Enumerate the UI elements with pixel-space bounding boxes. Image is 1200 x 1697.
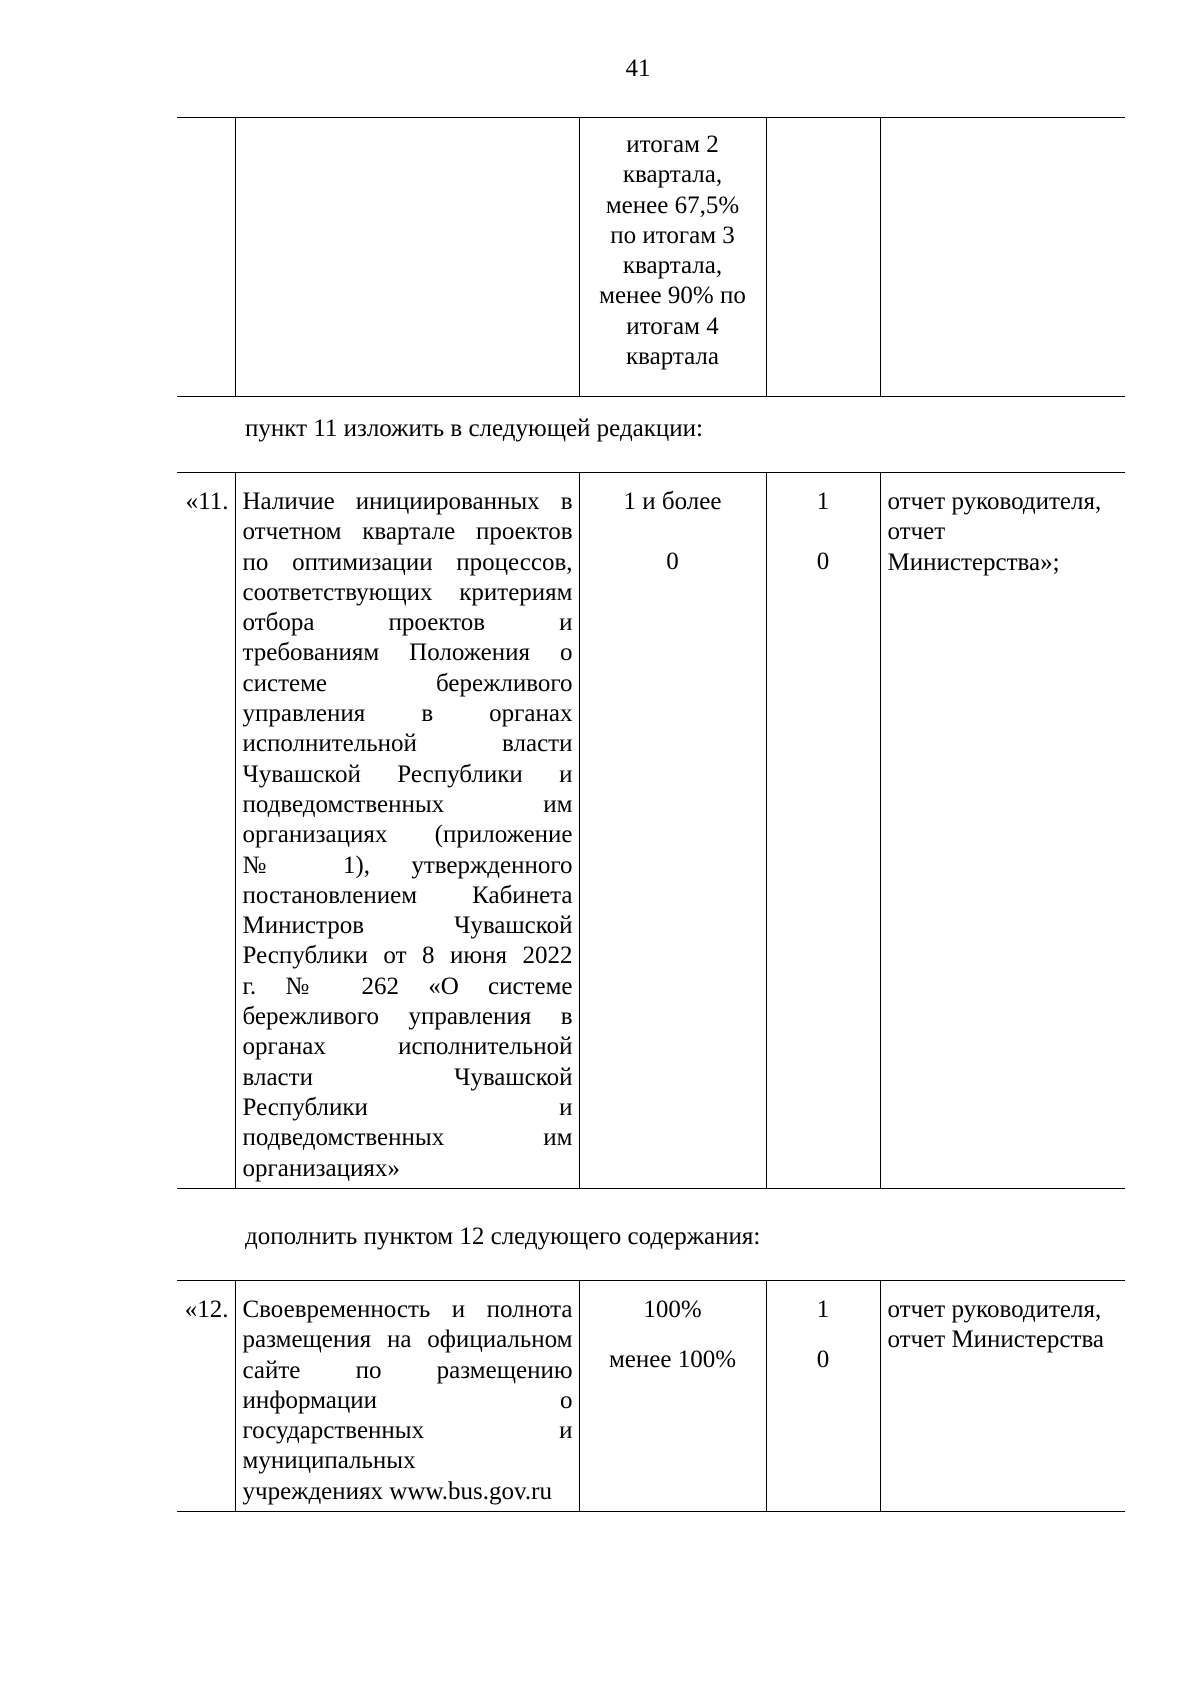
- table-item-11: [177, 472, 1125, 1189]
- description-line: бережливого управления в: [242, 1003, 573, 1031]
- description-line: № 1), утвержденного: [242, 851, 573, 879]
- table-row: [177, 118, 1125, 397]
- description-line: системе бережливого: [242, 669, 573, 697]
- description-line: Чувашской Республики и: [242, 760, 573, 788]
- description-line: сайте по размещению: [242, 1356, 573, 1384]
- description-line: Наличие инициированных в: [242, 488, 573, 515]
- description-line: постановлением Кабинета: [242, 881, 573, 909]
- criterion-value: 100%: [643, 1296, 702, 1323]
- description-line: Республики и: [242, 1093, 573, 1121]
- description-cell: [235, 1281, 579, 1512]
- item-number: «12.: [184, 1296, 229, 1323]
- criterion-value: 1 и более: [623, 488, 722, 515]
- number-cell: [177, 118, 235, 397]
- criterion-cell: [579, 118, 766, 397]
- description-line: отчетном квартале проектов: [242, 518, 573, 546]
- score-value: 0: [816, 548, 830, 576]
- description-line: г. № 262 «О системе: [242, 972, 573, 1000]
- source-line: Министерства»;: [887, 548, 1060, 576]
- source-cell: [880, 473, 1125, 1189]
- criterion-line: менее 67,5%: [605, 191, 740, 219]
- score-cell: [766, 473, 880, 1189]
- description-line: управления в органах: [242, 700, 573, 728]
- criterion-line: итогам 4: [626, 312, 719, 340]
- criterion-line: квартала: [625, 343, 719, 371]
- criterion-line: квартала,: [622, 161, 723, 189]
- source-line: отчет руководителя,: [887, 1296, 1102, 1323]
- description-line: исполнительной власти: [242, 730, 573, 758]
- criterion-cell: [579, 473, 766, 1189]
- criterion-line: по итогам 3: [610, 221, 735, 249]
- description-line: требованиям Положения о: [242, 639, 573, 667]
- description-line: Своевременность и полнота: [242, 1296, 573, 1323]
- description-cell: [235, 118, 579, 397]
- description-cell: [235, 473, 579, 1189]
- source-cell: [880, 1281, 1125, 1512]
- criterion-line: менее 90% по: [599, 282, 746, 310]
- number-cell: [177, 473, 235, 1189]
- description-line: подведомственных им: [242, 790, 573, 818]
- table-item-12: [177, 1280, 1125, 1512]
- score-value: 1: [816, 1296, 830, 1323]
- criterion-value: менее 100%: [608, 1346, 737, 1374]
- score-value: 0: [816, 1346, 830, 1374]
- paragraph-item-11: пункт 11 изложить в следующей редакции:: [245, 415, 703, 442]
- paragraph-item-12: дополнить пунктом 12 следующего содержания:: [245, 1223, 761, 1250]
- description-line: организациях (приложение: [242, 821, 573, 849]
- description-line: Республики от 8 июня 2022: [242, 942, 573, 970]
- description-line: подведомственных им: [242, 1124, 573, 1152]
- source-cell: [880, 118, 1125, 397]
- criterion-cell: [579, 1281, 766, 1512]
- description-line: отбора проектов и: [242, 609, 573, 637]
- description-line: соответствующих критериям: [242, 578, 573, 606]
- item-number: «11.: [185, 488, 229, 515]
- table-row: [177, 473, 1125, 1189]
- score-cell: [766, 1281, 880, 1512]
- score-cell: [766, 118, 880, 397]
- source-line: отчет Министерства: [887, 1326, 1105, 1354]
- table-continuation: [177, 117, 1125, 397]
- criterion-line: итогам 2: [626, 131, 719, 158]
- description-line: Министров Чувашской: [242, 912, 573, 940]
- description-line: власти Чувашской: [242, 1063, 573, 1091]
- number-cell: [177, 1281, 235, 1512]
- description-line: государственных и: [242, 1417, 573, 1445]
- description-line: организациях»: [242, 1154, 400, 1182]
- criterion-line: квартала,: [622, 252, 723, 280]
- description-line: размещения на официальном: [242, 1326, 573, 1354]
- description-line: муниципальных: [242, 1447, 416, 1475]
- description-line: информации о: [242, 1386, 573, 1414]
- score-value: 1: [816, 488, 830, 515]
- description-line: учреждениях www.bus.gov.ru: [242, 1477, 552, 1505]
- source-line: отчет: [887, 518, 946, 546]
- criterion-value: 0: [666, 548, 679, 576]
- table-row: [177, 1281, 1125, 1512]
- source-line: отчет руководителя,: [887, 488, 1102, 515]
- description-line: по оптимизации процессов,: [242, 548, 573, 576]
- page-number: 41: [625, 55, 651, 82]
- description-line: органах исполнительной: [242, 1033, 573, 1061]
